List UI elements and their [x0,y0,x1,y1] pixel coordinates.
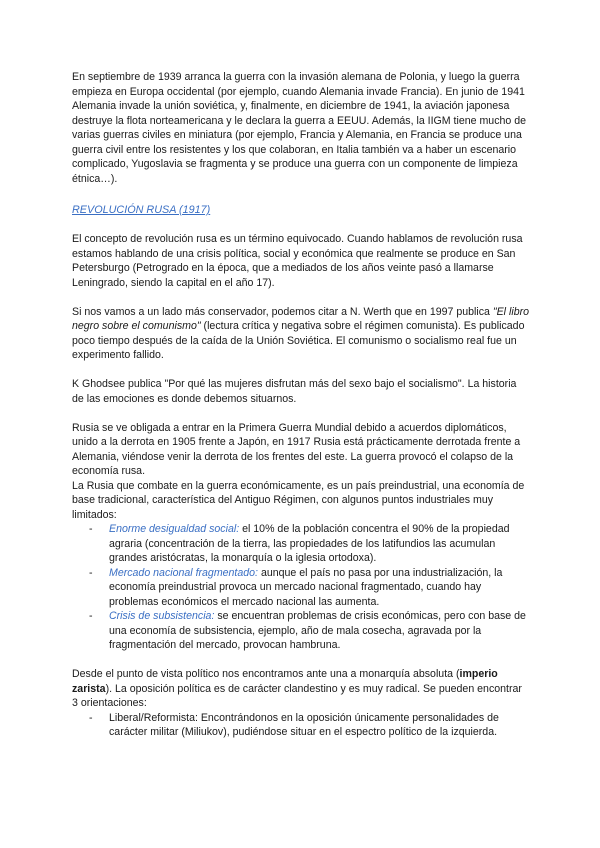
political-text-before: Desde el punto de vista político nos encontramos ante una a monarquía absoluta ( [72,668,460,680]
dash-bullet: - [89,610,93,622]
list-item-text: se encuentran problemas de crisis económicas, pero con base de una economía de subsistencia, ejemplo, año de mala cosecha, agravada por la fragmentación del mercado, provocan hambruna. [109,610,526,651]
list-item [72,609,530,653]
dash-bullet: - [89,711,93,724]
list-item-text: Liberal/Reformista: Encontrándonos en la oposición únicamente personalidades de carácter militar (Miliukov), pudiéndose situar en el espectro político de la izquierda. [109,711,499,738]
political-text-after: ). La oposición política es de carácter clandestino y es muy radical. Se pueden encontrar 3 orientaciones: [72,682,522,709]
dash-bullet: - [89,566,93,579]
list-item-label: Mercado nacional fragmentado: [109,566,258,579]
werth-text-before: Si nos vamos a un lado más conservador, podemos citar a N. Werth que en 1997 publica [72,305,493,318]
political-orientations-list [72,711,530,740]
list-item-label: Enorme desigualdad social: [109,523,240,535]
paragraph-preindustrial: La Rusia que combate en la guerra económicamente, es un país preindustrial, una economía de base tradicional, característica del Antiguo Régimen, con algunos puntos industriales muy limitados: [72,479,525,521]
werth-text-after: (lectura crítica y negativa sobre el régimen comunista). Es publicado poco tiempo después de la caída de la Unión Soviética. El comunismo o socialismo real fue un experimento fallido. [72,320,525,361]
paragraph-ww2-intro: En septiembre de 1939 arranca la guerra con la invasión alemana de Polonia, y luego la guerra empieza en Europa occidental (por ejemplo, cuando Alemania invade Francia). En junio de 1941 Alemania invade la unión soviética, y, finalmente, en diciembre de 1941, la aviación japonesa destruye la flota norteamericana y le declara la guerra a EEUU. Además, la IIGM tiene mucho de varias guerras civiles en miniatura (por ejemplo, Francia y Alemania, en Francia se produce una guerra civil entre los resistentes y los que colaboran, en Italia también va a haber un escenario complicado, Yugoslavia se fragmenta y se produce una guerra con un componente de limpieza étnica…). [72,71,526,185]
list-item [72,566,530,610]
list-item-text: aunque el país no pasa por una industrialización, la economía preindustrial provoca un mercado nacional fragmentado, cuando hay problemas económicos el mercado nacional las aumenta. [109,566,503,608]
paragraph-ghodsee: K Ghodsee publica "Por qué las mujeres disfrutan más del sexo bajo el socialismo". La historia de las emociones es donde debemos situarnos. [72,378,517,405]
political-bold-term: imperio zarista [72,668,498,695]
list-item-text: el 10% de la población concentra el 90% de la propiedad agraria (concentración de la tierra, las propiedades de los latifundios las acumulan grandes aristócratas, la monarquía o la iglesia ortodoxa). [109,523,510,564]
document-page [72,70,530,740]
list-item [72,522,530,566]
paragraph-russia-war: Rusia se ve obligada a entrar en la Primera Guerra Mundial debido a acuerdos diplomáticos, unido a la derrota en 1905 frente a Japón, en 1917 Rusia está prácticamente derrotada frente a Alemania, viéndose venir la derrota de los frentes del este. La guerra provocó el colapso de la economía rusa. [72,421,521,477]
list-item-label: Crisis de subsistencia: [109,610,215,622]
paragraph-political-view [72,667,530,711]
paragraph-revolution-concept: El concepto de revolución rusa es un término equivocado. Cuando hablamos de revolución rusa estamos hablando de una crisis política, social y económica que realmente se produce en San Petersburgo (Petrogrado en la época, que a mediados de los años veinte pasó a llamarse Leningrado, siendo la capital en el año 17). [72,233,523,289]
dash-bullet: - [89,523,93,535]
werth-book-title: "El libro negro sobre el comunismo" [72,305,530,332]
paragraph-werth [72,305,530,363]
economic-problems-list [72,522,530,653]
section-heading: REVOLUCIÓN RUSA (1917) [72,204,211,216]
list-item [72,711,530,740]
